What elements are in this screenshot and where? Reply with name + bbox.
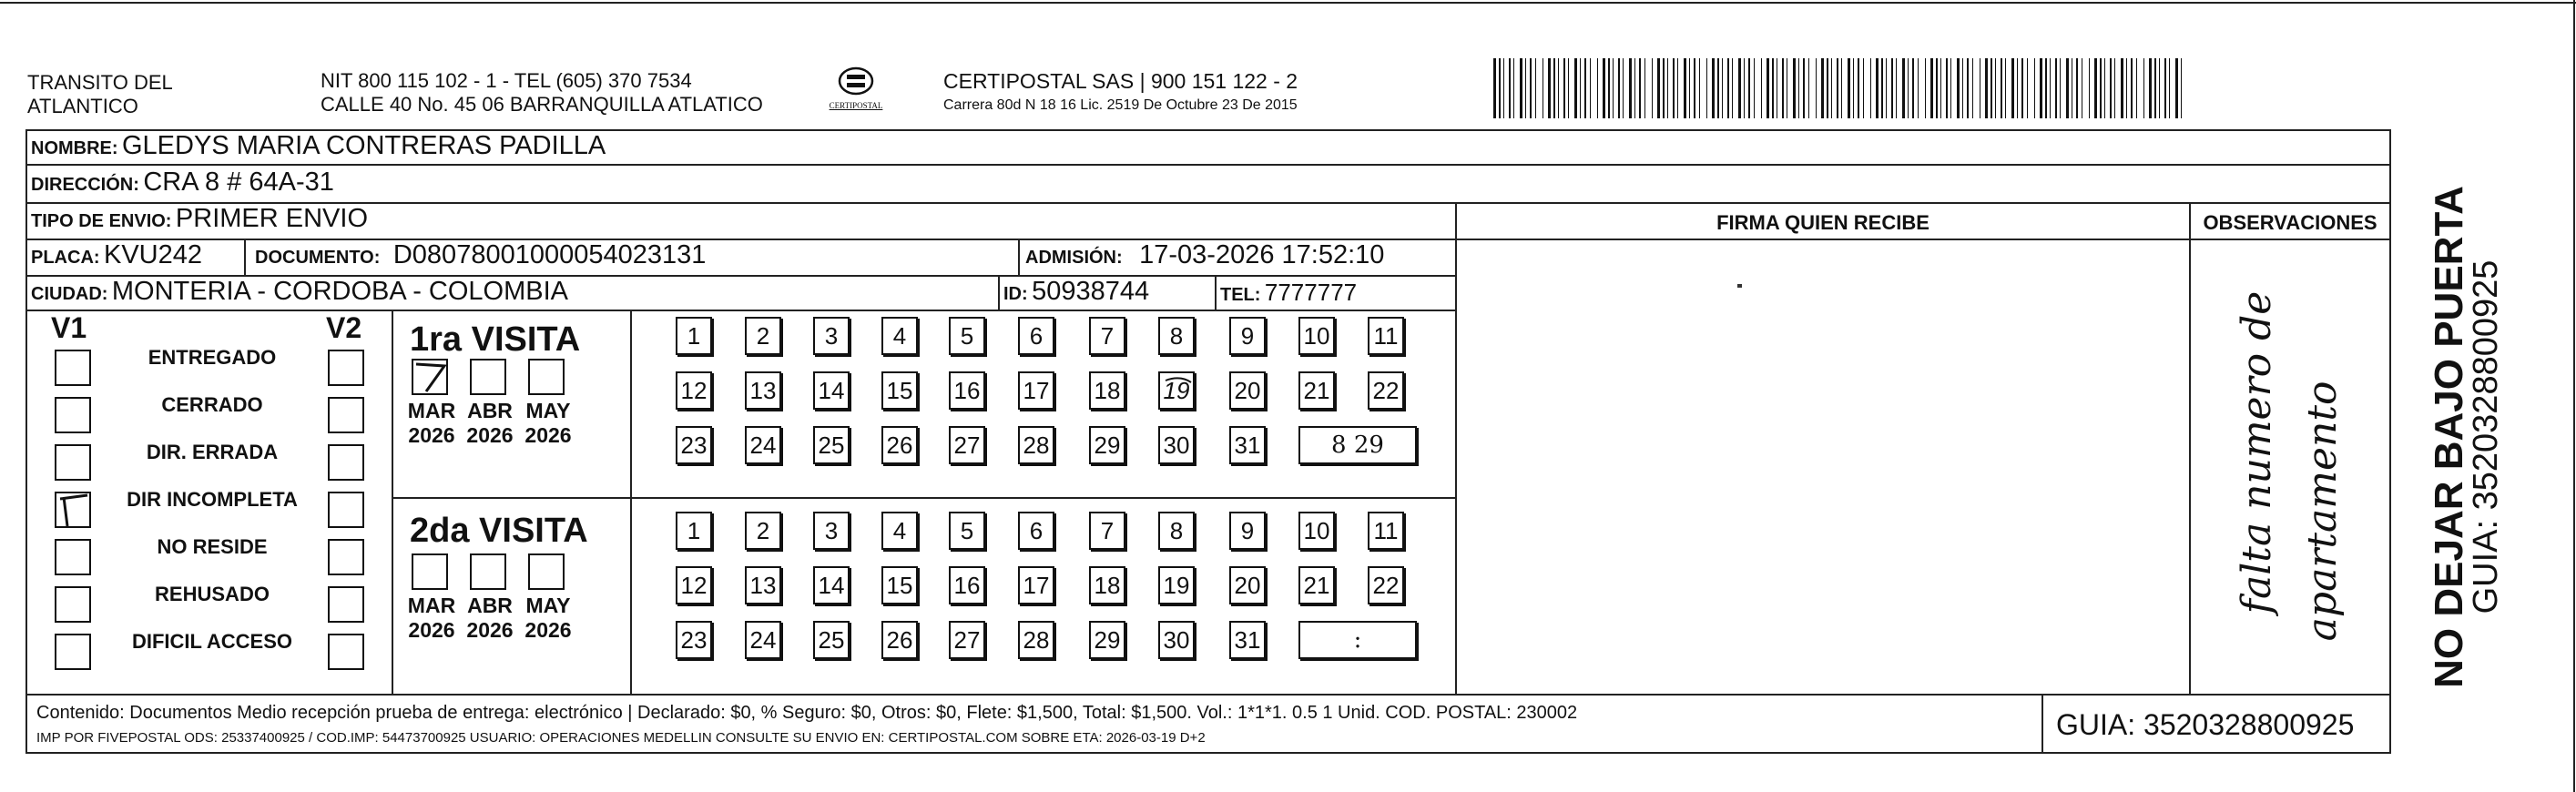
v1-checkbox[interactable] [55,539,91,575]
observaciones-line1: falta numero de [2234,290,2280,614]
grid-line [392,310,393,694]
observaciones-header: OBSERVACIONES [2203,211,2377,234]
visit1-day-1[interactable]: 1 [676,317,712,355]
status-label: REHUSADO [155,583,270,605]
visit2-day-20[interactable]: 20 [1229,566,1266,604]
side-guia: GUIA: 3520328800925 [2467,259,2505,614]
org-name-line2: ATLANTICO [27,95,138,117]
org-name [27,71,173,118]
org-contact [321,69,763,117]
visit2-day-3[interactable]: 3 [813,512,850,550]
visit2-day-22[interactable]: 22 [1368,566,1404,604]
visit2-day-29[interactable]: 29 [1089,621,1125,659]
ciudad-label: CIUDAD: [31,284,108,304]
grid-line [2041,694,2043,752]
visit2-day-30[interactable]: 30 [1158,621,1195,659]
visit2-month-label: MAY 2026 [524,594,572,642]
org-name-line1: TRANSITO DEL [27,71,173,94]
visit1-day-12[interactable]: 12 [676,371,712,410]
visit1-title: 1ra VISITA [410,320,581,359]
grid-line [25,752,2391,754]
visit1-day-11[interactable]: 11 [1368,317,1404,355]
visit1-time-box[interactable]: 8 29 [1298,426,1417,464]
logo-text: CERTIPOSTAL [829,101,883,110]
mark-icon [1160,373,1196,411]
visit2-day-16[interactable]: 16 [949,566,985,604]
ciudad-cell [31,277,568,307]
admision-value: 17-03-2026 17:52:10 [1139,240,1385,269]
visit1-month-checkbox[interactable] [470,359,506,395]
checkmark-icon [56,493,93,530]
visit2-day-2[interactable]: 2 [745,512,781,550]
visit1-month-checkbox[interactable] [412,359,448,395]
certipostal-logo [824,66,888,117]
grid-line [25,202,2391,204]
visit2-day-24[interactable]: 24 [745,621,781,659]
v1-checkbox[interactable] [55,492,91,528]
visit2-day-25[interactable]: 25 [813,621,850,659]
status-label: DIR INCOMPLETA [127,488,298,511]
visit1-day-10[interactable]: 10 [1298,317,1335,355]
signature-mark [1737,284,1742,288]
nombre-value: GLEDYS MARIA CONTRERAS PADILLA [122,131,606,160]
visit1-day-13[interactable]: 13 [745,371,781,410]
visit2-day-28[interactable]: 28 [1018,621,1054,659]
visit1-day-18[interactable]: 18 [1089,371,1125,410]
status-label: ENTREGADO [148,346,277,369]
visit1-day-16[interactable]: 16 [949,371,985,410]
grid-line [2189,202,2191,694]
visit2-month-checkbox[interactable] [412,553,448,590]
visit2-day-26[interactable]: 26 [881,621,918,659]
v1-label: V1 [51,311,87,344]
visit1-month-label: MAR 2026 [407,399,456,447]
nit-line: NIT 800 115 102 - 1 - TEL (605) 370 7534 [321,69,692,92]
grid-line [1215,275,1217,310]
visit1-day-3[interactable]: 3 [813,317,850,355]
v2-checkbox[interactable] [328,350,364,386]
barcode [1493,58,2187,118]
visit1-month-label: ABR 2026 [466,399,514,447]
grid-line [998,275,1000,310]
visit2-day-31[interactable]: 31 [1229,621,1266,659]
visit2-day-15[interactable]: 15 [881,566,918,604]
visit1-month-checkbox[interactable] [528,359,565,395]
visit2-day-12[interactable]: 12 [676,566,712,604]
admision-label: ADMISIÓN: [1025,248,1123,268]
status-label: NO RESIDE [157,535,268,558]
visit1-day-17[interactable]: 17 [1018,371,1054,410]
signature-area[interactable] [1457,240,2189,692]
visit2-day-27[interactable]: 27 [949,621,985,659]
grid-line [25,310,1457,311]
visit1-day-7[interactable]: 7 [1089,317,1125,355]
nombre-label: NOMBRE: [31,138,118,158]
visit1-day-8[interactable]: 8 [1158,317,1195,355]
documento-label: DOCUMENTO: [255,248,381,268]
visit2-month-label: MAR 2026 [407,594,456,642]
v2-checkbox[interactable] [328,492,364,528]
visit1-day-23[interactable]: 23 [676,426,712,464]
logo-icon [836,66,876,96]
visit2-day-8[interactable]: 8 [1158,512,1195,550]
visit2-day-9[interactable]: 9 [1229,512,1266,550]
v1-checkbox[interactable] [55,634,91,670]
tipo-row [31,204,368,234]
right-border [2573,0,2575,792]
address-line: CALLE 40 No. 45 06 BARRANQUILLA ATLATICO [321,93,763,116]
firma-header: FIRMA QUIEN RECIBE [1716,211,1929,234]
admision-cell [1025,240,1384,270]
visit2-day-18[interactable]: 18 [1089,566,1125,604]
v2-checkbox[interactable] [328,397,364,433]
visit1-day-6[interactable]: 6 [1018,317,1054,355]
visit1-day-31[interactable]: 31 [1229,426,1266,464]
v2-checkbox[interactable] [328,539,364,575]
visit1-day-29[interactable]: 29 [1089,426,1125,464]
license-line: Carrera 80d N 18 16 Lic. 2519 De Octubre 23 De 2015 [943,97,1298,113]
visit1-day-30[interactable]: 30 [1158,426,1195,464]
visit1-day-24[interactable]: 24 [745,426,781,464]
documento-value: D08078001000054023131 [392,240,707,269]
checkmark-icon [413,360,450,397]
tipo-label: TIPO DE ENVIO: [31,211,172,231]
visit1-day-14[interactable]: 14 [813,371,850,410]
id-cell [1003,277,1149,307]
documento-cell [255,240,706,270]
grid-line [25,164,2391,166]
direccion-row [31,168,334,198]
grid-line [2389,129,2391,754]
company-info [943,69,1298,114]
visit2-day-23[interactable]: 23 [676,621,712,659]
v1-checkbox[interactable] [55,586,91,623]
status-label: CERRADO [161,393,263,416]
v2-checkbox[interactable] [328,634,364,670]
v1-checkbox[interactable] [55,444,91,481]
id-label: ID: [1003,284,1028,304]
v2-checkbox[interactable] [328,586,364,623]
visit2-day-17[interactable]: 17 [1018,566,1054,604]
visit1-day-9[interactable]: 9 [1229,317,1266,355]
ciudad-value: MONTERIA - CORDOBA - COLOMBIA [111,277,569,306]
visit1-day-25[interactable]: 25 [813,426,850,464]
footer-contenido: Contenido: Documentos Medio recepción prueba de entrega: electrónico | Declarado: $0, % Seguro: $0, Otros: $0, Flete: $1,500, Total: $1,500. Vol.: 1*1*1. 0.5 1 Unid. COD. POSTAL: 230002 [36,703,1578,723]
visit1-day-15[interactable]: 15 [881,371,918,410]
visit2-day-1[interactable]: 1 [676,512,712,550]
visit1-day-26[interactable]: 26 [881,426,918,464]
visit1-day-21[interactable]: 21 [1298,371,1335,410]
placa-value: KVU242 [104,240,203,269]
visit2-day-6[interactable]: 6 [1018,512,1054,550]
top-border [0,2,2576,4]
status-label: DIR. ERRADA [146,441,279,463]
visit2-day-19[interactable]: 19 [1158,566,1195,604]
visit2-day-10[interactable]: 10 [1298,512,1335,550]
visit1-day-27[interactable]: 27 [949,426,985,464]
visit2-day-7[interactable]: 7 [1089,512,1125,550]
v2-checkbox[interactable] [328,444,364,481]
grid-line [25,129,27,754]
visit2-month-label: ABR 2026 [466,594,514,642]
v2-label: V2 [326,311,362,344]
v1-checkbox[interactable] [55,350,91,386]
visit2-month-checkbox[interactable] [470,553,506,590]
tel-label: TEL: [1220,285,1261,305]
nombre-row [31,131,606,161]
visit1-day-19[interactable]: 19 [1158,371,1195,410]
visit1-day-4[interactable]: 4 [881,317,918,355]
direccion-label: DIRECCIÓN: [31,175,139,195]
placa-cell [31,240,202,270]
visit2-day-4[interactable]: 4 [881,512,918,550]
visit1-month-label: MAY 2026 [524,399,572,447]
tipo-value: PRIMER ENVIO [175,204,369,233]
visit1-day-2[interactable]: 2 [745,317,781,355]
visit1-day-5[interactable]: 5 [949,317,985,355]
visit2-title: 2da VISITA [410,512,588,550]
visit2-day-11[interactable]: 11 [1368,512,1404,550]
visit2-day-21[interactable]: 21 [1298,566,1335,604]
visit2-month-checkbox[interactable] [528,553,565,590]
observaciones-line2: apartamento [2299,381,2346,642]
id-value: 50938744 [1032,277,1150,306]
visit2-day-13[interactable]: 13 [745,566,781,604]
visit2-day-14[interactable]: 14 [813,566,850,604]
visit1-day-22[interactable]: 22 [1368,371,1404,410]
visit2-day-5[interactable]: 5 [949,512,985,550]
grid-line [244,239,246,275]
tel-value: 7777777 [1264,279,1358,306]
status-label: DIFICIL ACCESO [131,630,292,653]
direccion-value: CRA 8 # 64A-31 [143,168,334,197]
tel-cell [1220,279,1357,307]
grid-line [25,694,2391,696]
grid-line [1018,239,1020,275]
footer-guia: GUIA: 3520328800925 [2056,708,2355,741]
grid-line [630,310,632,694]
visit1-day-20[interactable]: 20 [1229,371,1266,410]
footer-imp: IMP POR FIVEPOSTAL ODS: 25337400925 / COD.IMP: 54473700925 USUARIO: OPERACIONES MEDELLIN CONSULTE SU ENVIO EN: CERTIPOSTAL.COM SOBRE ETA: 2026-03-19 D+2 [36,730,1206,746]
company-line: CERTIPOSTAL SAS | 900 151 122 - 2 [943,69,1298,93]
visit2-time-box[interactable]: : [1298,621,1417,659]
v1-checkbox[interactable] [55,397,91,433]
grid-line [392,497,1455,499]
visit1-day-28[interactable]: 28 [1018,426,1054,464]
placa-label: PLACA: [31,248,100,268]
side-title: NO DEJAR BAJO PUERTA [2427,186,2471,688]
